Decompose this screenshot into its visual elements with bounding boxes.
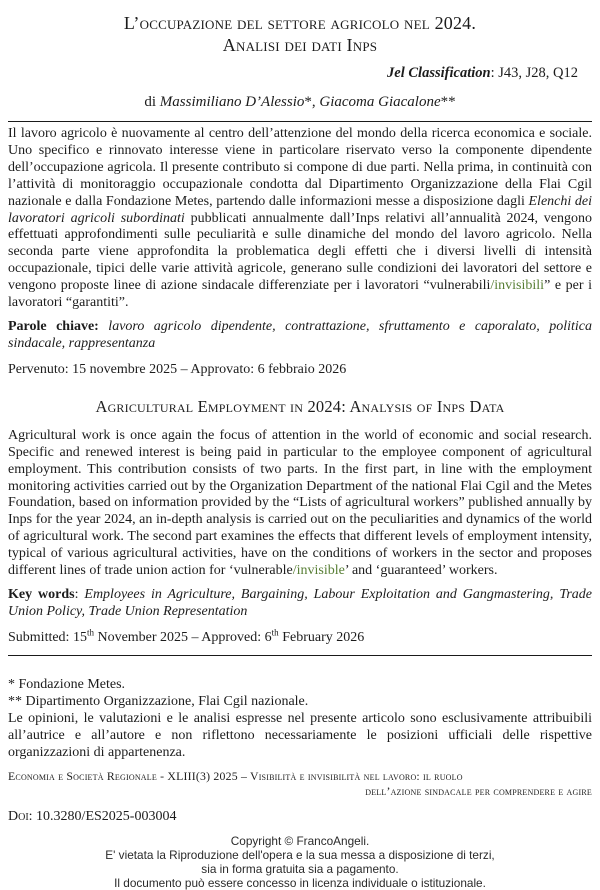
keywords-english-label: Key words	[8, 586, 75, 602]
author-name-1: Massimiliano D’Alessio	[159, 94, 305, 110]
author-2-footnote-marker: **	[440, 94, 456, 110]
article-title-line-1: L’occupazione del settore agricolo nel 2024.	[123, 13, 477, 33]
article-title-line-2: Analisi dei dati Inps	[222, 35, 378, 55]
copyright-line-2: E' vietata la Riproduzione dell'opera e la sua messa a disposizione di terzi,	[105, 848, 495, 862]
approved-date-text: November 2025 – Approved: 6	[93, 629, 272, 645]
doi-value: : 10.3280/ES2025-003004	[28, 809, 177, 824]
abstract-italian-italic-source-title: Elenchi dei lavoratori agricoli subordinati	[8, 193, 592, 226]
abstract-italian	[8, 126, 592, 312]
keywords-english-text: Employees in Agriculture, Bargaining, Labour Exploitation and Gangmastering, Trade Union Policy, Trade Union Representation	[8, 586, 592, 619]
keywords-english-colon: :	[74, 586, 85, 602]
jel-classification-label: Jel Classification	[387, 65, 491, 81]
abstract-english-green-highlight: /invisible	[292, 563, 345, 579]
jel-classification-line	[8, 64, 578, 82]
author-1-footnote-marker: *	[304, 94, 312, 110]
keywords-italian	[8, 319, 592, 353]
abstract-bottom-divider	[8, 655, 592, 656]
byline-prefix: di	[144, 94, 160, 110]
doi-label: Doi	[8, 809, 29, 824]
abstract-italian-text: Il lavoro agricolo è nuovamente al centro dell’attenzione del mondo della ricerca economica e sociale. Uno specifico e rinnovato interesse viene in particolare riservato verso la componente dipendente dell’occupazione agricola. Il presente contributo si compone di due parti. Nella prima, in continuità con l’attività di monitoraggio occupazionale condotta dal Dipartimento Organizzazione della Flai Cgil nazionale e dalla Fondazione Metes, partendo dalle informazioni messe a disposizione dagli	[8, 126, 592, 209]
ordinal-superscript-1: th	[86, 627, 94, 638]
footnote-affiliation-1: * Fondazione Metes.	[8, 677, 126, 692]
copyright-line-1: Copyright © FrancoAngeli.	[230, 834, 370, 848]
received-approved-line-italian: Pervenuto: 15 novembre 2025 – Approvato: 6 febbraio 2026	[8, 361, 347, 377]
article-title-english: Agricultural Employment in 2024: Analysis of Inps Data	[95, 396, 505, 416]
journal-citation-line-2: dell’azione sindacale per comprendere e agire	[365, 784, 592, 798]
author-byline	[8, 93, 592, 112]
abstract-italian-green-highlight: /invisibili	[490, 278, 545, 294]
jel-classification-values: : J43, J28, Q12	[490, 65, 578, 81]
abstract-english	[8, 428, 592, 580]
copyright-line-4: Il documento può essere concesso in licenza individuale o istituzionale.	[114, 876, 486, 890]
byline-separator: ,	[311, 94, 320, 110]
abstract-top-divider	[8, 121, 592, 122]
keywords-italian-label: Parole chiave:	[8, 318, 99, 334]
doi-line	[8, 808, 592, 825]
abstract-english-text: Agricultural work is once again the focus of attention in the world of economic and social research. Specific and renewed interest is being paid in particular to the employee component of agricultural employment. This contribution consists of two parts. In the first part, in line with the employment monitoring activities carried out by the Organization Department of the national Flai Cgil and the Metes Foundation, based on information provided by the “Lists of agricultural workers” published annually by Inps for the year 2024, an in-depth analysis is carried out on the peculiarities and dynamics of the world of agricultural work. The second part examines the effects that different levels of employment intensity, typical of various agricultural activities, have on the conditions of workers in the sector and proposes different lines of trade union action for ‘vulnerable	[8, 427, 592, 579]
approved-date-text-2: February 2026	[278, 629, 365, 645]
abstract-italian-text-3: ” e per i lavoratori “garantiti”.	[8, 278, 592, 311]
copyright-notice	[8, 834, 592, 890]
abstract-italian-text-2: pubblicati annualmente dall’Inps relativi all’annualità 2024, vengono effettuati approfondimenti sulle peculiarità e sulle dinamiche del mondo del lavoro agricolo. Nella seconda parte viene approfondita la problematica degli effetti che i diversi livelli di intensità occupazionale, tipici delle varie attività agricole, generano sulle condizioni dei lavoratori del settore e vengono proposte linee di azione sindacale differenziate per i lavoratori “vulnerabili	[8, 210, 592, 294]
footnote-disclaimer: Le opinioni, le valutazioni e le analisi espresse nel presente articolo sono esclusivamente attribuibili all’autrice e all’autore e non riflettono necessariamente le posizioni ufficiali delle rispettive organizzazioni di appartenenza.	[8, 711, 592, 760]
page-footer-cluster	[0, 676, 600, 890]
abstract-english-text-2: ’ and ‘guaranteed’ workers.	[344, 563, 498, 579]
keywords-italian-text: lavoro agricolo dipendente, contrattazione, sfruttamento e caporalato, politica sindacale, rappresentanza	[8, 318, 592, 351]
keywords-english	[8, 587, 592, 621]
copyright-line-3: sia in forma gratuita sia a pagamento.	[201, 862, 399, 876]
footnote-affiliation-2: ** Dipartimento Organizzazione, Flai Cgil nazionale.	[8, 694, 309, 709]
journal-citation-line-1: Economia e Società Regionale - XLIII(3) 2025 – Visibilità e invisibilità nel lavoro: il ruolo	[8, 769, 463, 783]
submitted-approved-line-english	[8, 629, 592, 646]
author-name-2: Giacoma Giacalone	[319, 94, 441, 110]
ordinal-superscript-2: th	[271, 627, 279, 638]
journal-citation	[8, 769, 592, 799]
submitted-date-text: Submitted: 15	[8, 629, 87, 645]
author-footnotes	[8, 676, 592, 761]
article-title-italian	[8, 12, 592, 56]
